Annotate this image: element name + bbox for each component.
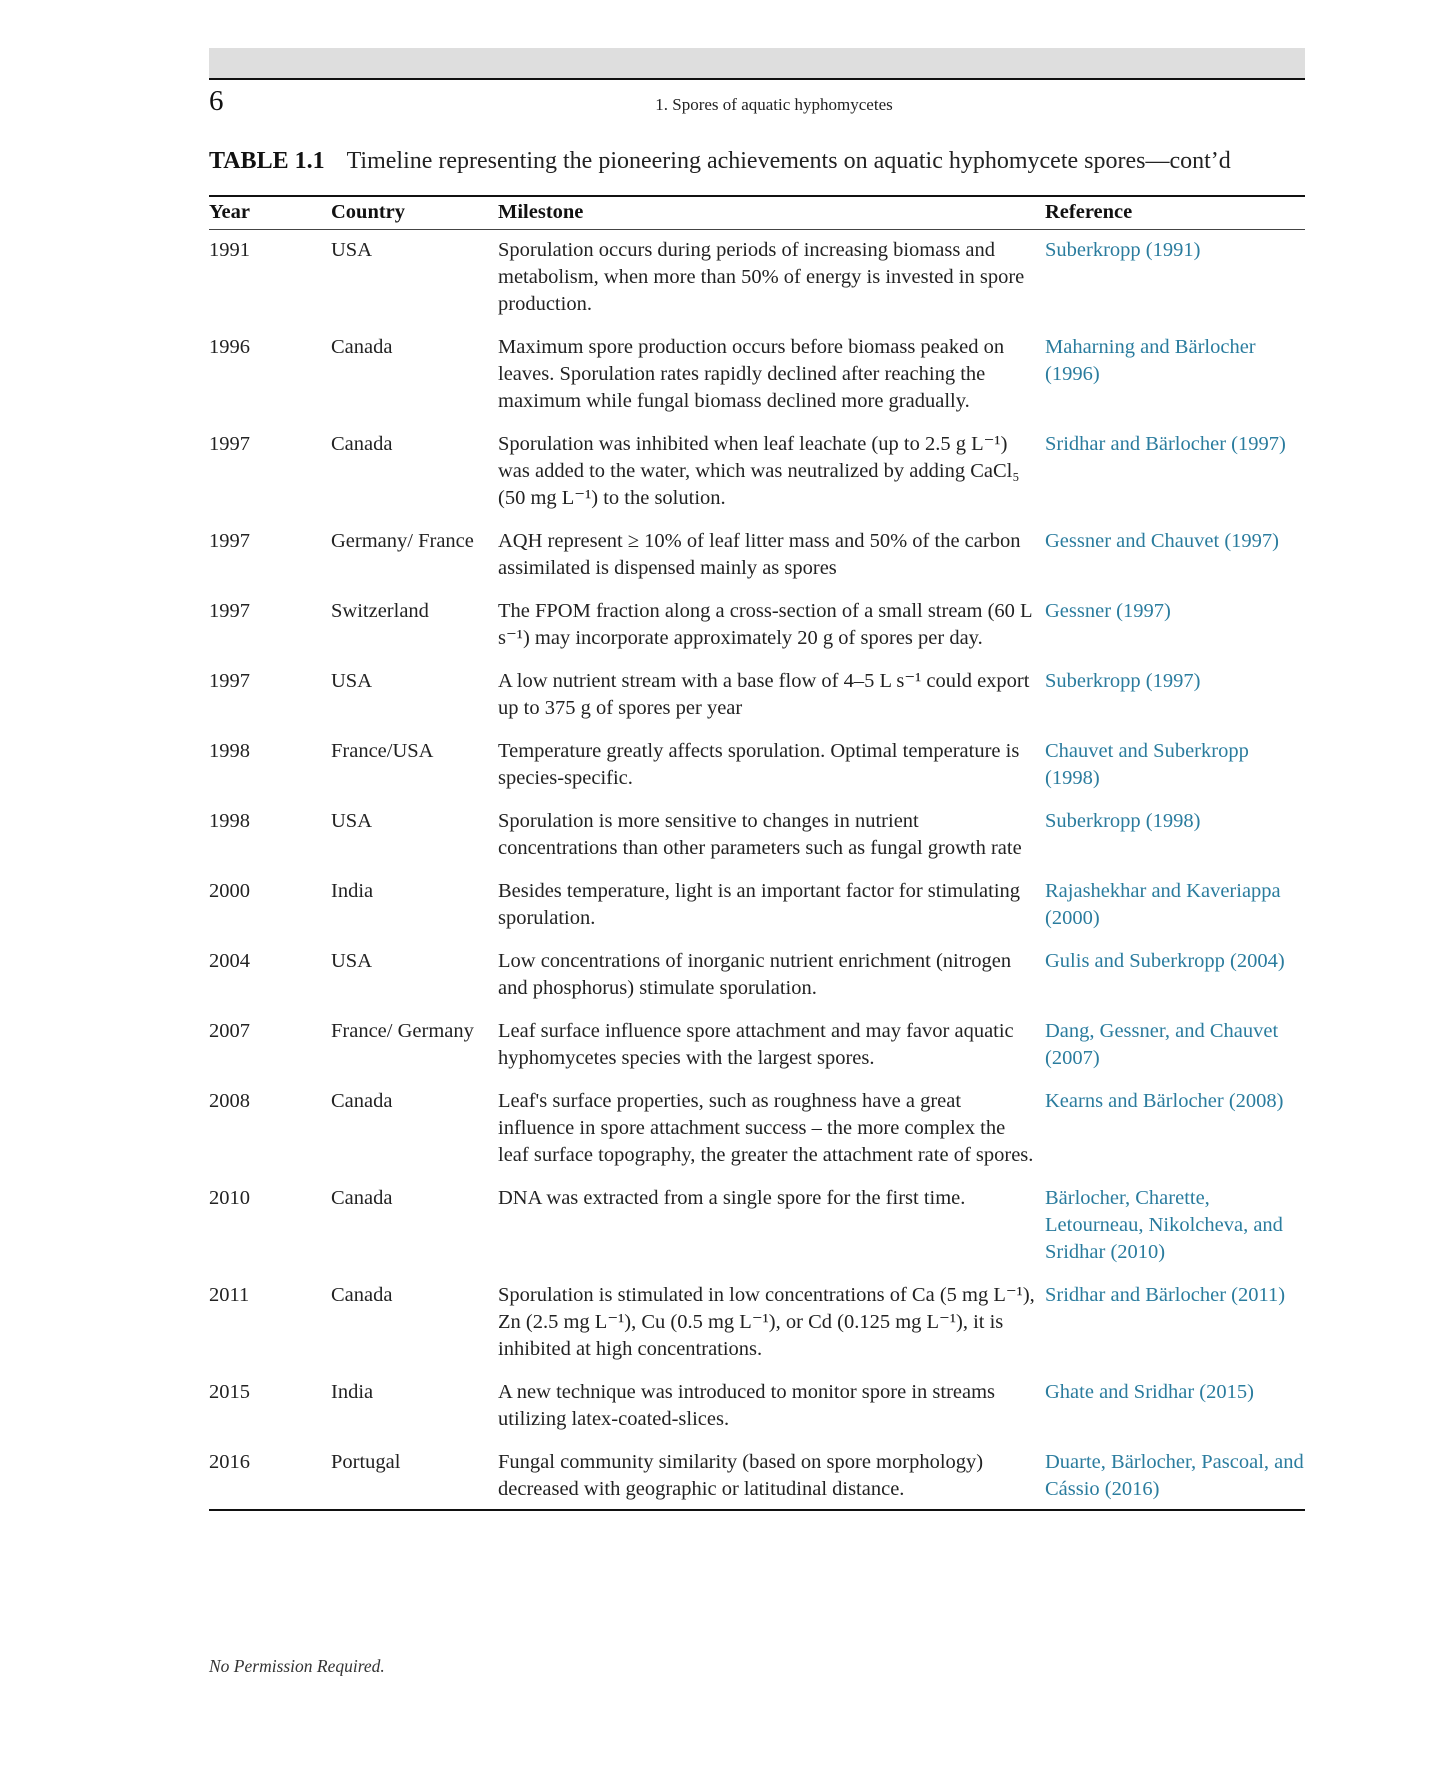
cell-country: USA — [331, 670, 373, 692]
cell-country: Canada — [331, 1187, 393, 1209]
table-caption — [209, 146, 1231, 176]
cell-year: 1997 — [209, 530, 250, 552]
table-row — [209, 528, 1305, 598]
table-row — [209, 1185, 1305, 1282]
cell-country: France/USA — [331, 740, 434, 762]
cell-milestone: Temperature greatly affects sporulation. Optimal temperature is species-specific. — [498, 740, 1020, 789]
cell-reference[interactable]: Suberkropp (1997) — [1045, 670, 1201, 692]
cell-year: 2008 — [209, 1090, 250, 1112]
cell-year: 1997 — [209, 670, 250, 692]
table-row — [209, 1379, 1305, 1449]
cell-country: Canada — [331, 1284, 393, 1306]
cell-country: Switzerland — [331, 600, 429, 622]
table-footnote: No Permission Required. — [209, 1656, 385, 1676]
cell-milestone: DNA was extracted from a single spore for the first time. — [498, 1187, 966, 1209]
cell-milestone: Maximum spore production occurs before biomass peaked on leaves. Sporulation rates rapidly declined after reaching the maximum while fungal biomass declined more gradually. — [498, 336, 1005, 412]
column-header-country: Country — [331, 197, 498, 230]
table-row — [209, 668, 1305, 738]
table-row — [209, 738, 1305, 808]
cell-year: 1998 — [209, 810, 250, 832]
cell-year: 1997 — [209, 433, 250, 455]
cell-country: France/ Germany — [331, 1020, 474, 1042]
cell-reference[interactable]: Suberkropp (1991) — [1045, 239, 1201, 261]
cell-reference[interactable]: Gessner (1997) — [1045, 600, 1171, 622]
cell-country: Canada — [331, 336, 393, 358]
cell-year: 1991 — [209, 239, 250, 261]
cell-milestone: A new technique was introduced to monitor spore in streams utilizing latex-coated-slices. — [498, 1381, 996, 1430]
cell-year: 1997 — [209, 600, 250, 622]
cell-year: 2004 — [209, 950, 250, 972]
table-row — [209, 808, 1305, 878]
cell-year: 1996 — [209, 336, 250, 358]
cell-year: 2016 — [209, 1451, 250, 1473]
cell-country: Canada — [331, 433, 393, 455]
table-row — [209, 1018, 1305, 1088]
cell-reference[interactable]: Bärlocher, Charette, Letourneau, Nikolcheva, and Sridhar (2010) — [1045, 1187, 1283, 1263]
running-head: 1. Spores of aquatic hyphomycetes — [655, 95, 893, 114]
cell-milestone: Sporulation was inhibited when leaf leachate (up to 2.5 g L⁻¹) was added to the water, which was neutralized by adding CaCl₅ (50 mg L⁻¹) to the solution. — [498, 433, 1020, 509]
cell-year: 2015 — [209, 1381, 250, 1403]
cell-country: USA — [331, 950, 373, 972]
table-body — [209, 230, 1305, 1510]
cell-reference[interactable]: Kearns and Bärlocher (2008) — [1045, 1090, 1284, 1112]
cell-year: 2000 — [209, 880, 250, 902]
cell-year: 2011 — [209, 1284, 250, 1306]
cell-reference[interactable]: Suberkropp (1998) — [1045, 810, 1201, 832]
cell-country: USA — [331, 810, 373, 832]
page-number: 6 — [209, 85, 224, 117]
cell-country: USA — [331, 239, 373, 261]
cell-country: India — [331, 880, 374, 902]
cell-milestone: Leaf surface influence spore attachment and may favor aquatic hyphomycetes species with the largest spores. — [498, 1020, 1014, 1069]
cell-milestone: Fungal community similarity (based on spore morphology) decreased with geographic or latitudinal distance. — [498, 1451, 984, 1500]
cell-reference[interactable]: Gessner and Chauvet (1997) — [1045, 530, 1279, 552]
cell-reference[interactable]: Rajashekhar and Kaveriappa (2000) — [1045, 880, 1281, 929]
cell-reference[interactable]: Ghate and Sridhar (2015) — [1045, 1381, 1254, 1403]
timeline-table — [209, 195, 1305, 1511]
cell-milestone: Besides temperature, light is an important factor for stimulating sporulation. — [498, 880, 1021, 929]
cell-country: Canada — [331, 1090, 393, 1112]
cell-reference[interactable]: Sridhar and Bärlocher (1997) — [1045, 433, 1286, 455]
cell-milestone: A low nutrient stream with a base flow of 4–5 L s⁻¹ could export up to 375 g of spores per year — [498, 670, 1030, 719]
table-title: Timeline representing the pioneering achievements on aquatic hyphomycete spores—cont’d — [346, 148, 1231, 174]
table-row — [209, 948, 1305, 1018]
table-row — [209, 1088, 1305, 1185]
table-row — [209, 230, 1305, 335]
column-header-reference: Reference — [1045, 197, 1305, 230]
cell-reference[interactable]: Sridhar and Bärlocher (2011) — [1045, 1284, 1286, 1306]
table-row — [209, 878, 1305, 948]
cell-milestone: AQH represent ≥ 10% of leaf litter mass and 50% of the carbon assimilated is dispensed mainly as spores — [498, 530, 1021, 579]
table-row — [209, 1282, 1305, 1379]
cell-year: 2010 — [209, 1187, 250, 1209]
cell-reference[interactable]: Duarte, Bärlocher, Pascoal, and Cássio (2016) — [1045, 1451, 1304, 1500]
cell-country: India — [331, 1381, 374, 1403]
cell-reference[interactable]: Dang, Gessner, and Chauvet (2007) — [1045, 1020, 1279, 1069]
header-band — [209, 48, 1305, 80]
table-header-row — [209, 197, 1305, 230]
cell-country: Portugal — [331, 1451, 401, 1473]
cell-reference[interactable]: Chauvet and Suberkropp (1998) — [1045, 740, 1249, 789]
cell-milestone: The FPOM fraction along a cross-section of a small stream (60 L s⁻¹) may incorporate approximately 20 g of spores per day. — [498, 600, 1032, 649]
cell-milestone: Sporulation is stimulated in low concentrations of Ca (5 mg L⁻¹), Zn (2.5 mg L⁻¹), Cu (0.5 mg L⁻¹), or Cd (0.125 mg L⁻¹), it is inhibited at high concentrations. — [498, 1284, 1035, 1360]
cell-reference[interactable]: Gulis and Suberkropp (2004) — [1045, 950, 1285, 972]
table-label: TABLE 1.1 — [209, 148, 325, 174]
table-row — [209, 431, 1305, 528]
cell-country: Germany/ France — [331, 530, 474, 552]
column-header-milestone: Milestone — [498, 197, 1045, 230]
table-row — [209, 1449, 1305, 1509]
cell-milestone: Sporulation occurs during periods of increasing biomass and metabolism, when more than 50% of energy is invested in spore production. — [498, 239, 1025, 315]
table-row — [209, 598, 1305, 668]
cell-year: 1998 — [209, 740, 250, 762]
cell-milestone: Low concentrations of inorganic nutrient enrichment (nitrogen and phosphorus) stimulate sporulation. — [498, 950, 1012, 999]
cell-milestone: Sporulation is more sensitive to changes in nutrient concentrations than other parameters such as fungal growth rate — [498, 810, 1022, 859]
column-header-year: Year — [209, 197, 331, 230]
cell-year: 2007 — [209, 1020, 250, 1042]
cell-milestone: Leaf's surface properties, such as roughness have a great influence in spore attachment success – the more complex the leaf surface topography, the greater the attachment rate of spores. — [498, 1090, 1034, 1166]
table-row — [209, 334, 1305, 431]
cell-reference[interactable]: Maharning and Bärlocher (1996) — [1045, 336, 1256, 385]
